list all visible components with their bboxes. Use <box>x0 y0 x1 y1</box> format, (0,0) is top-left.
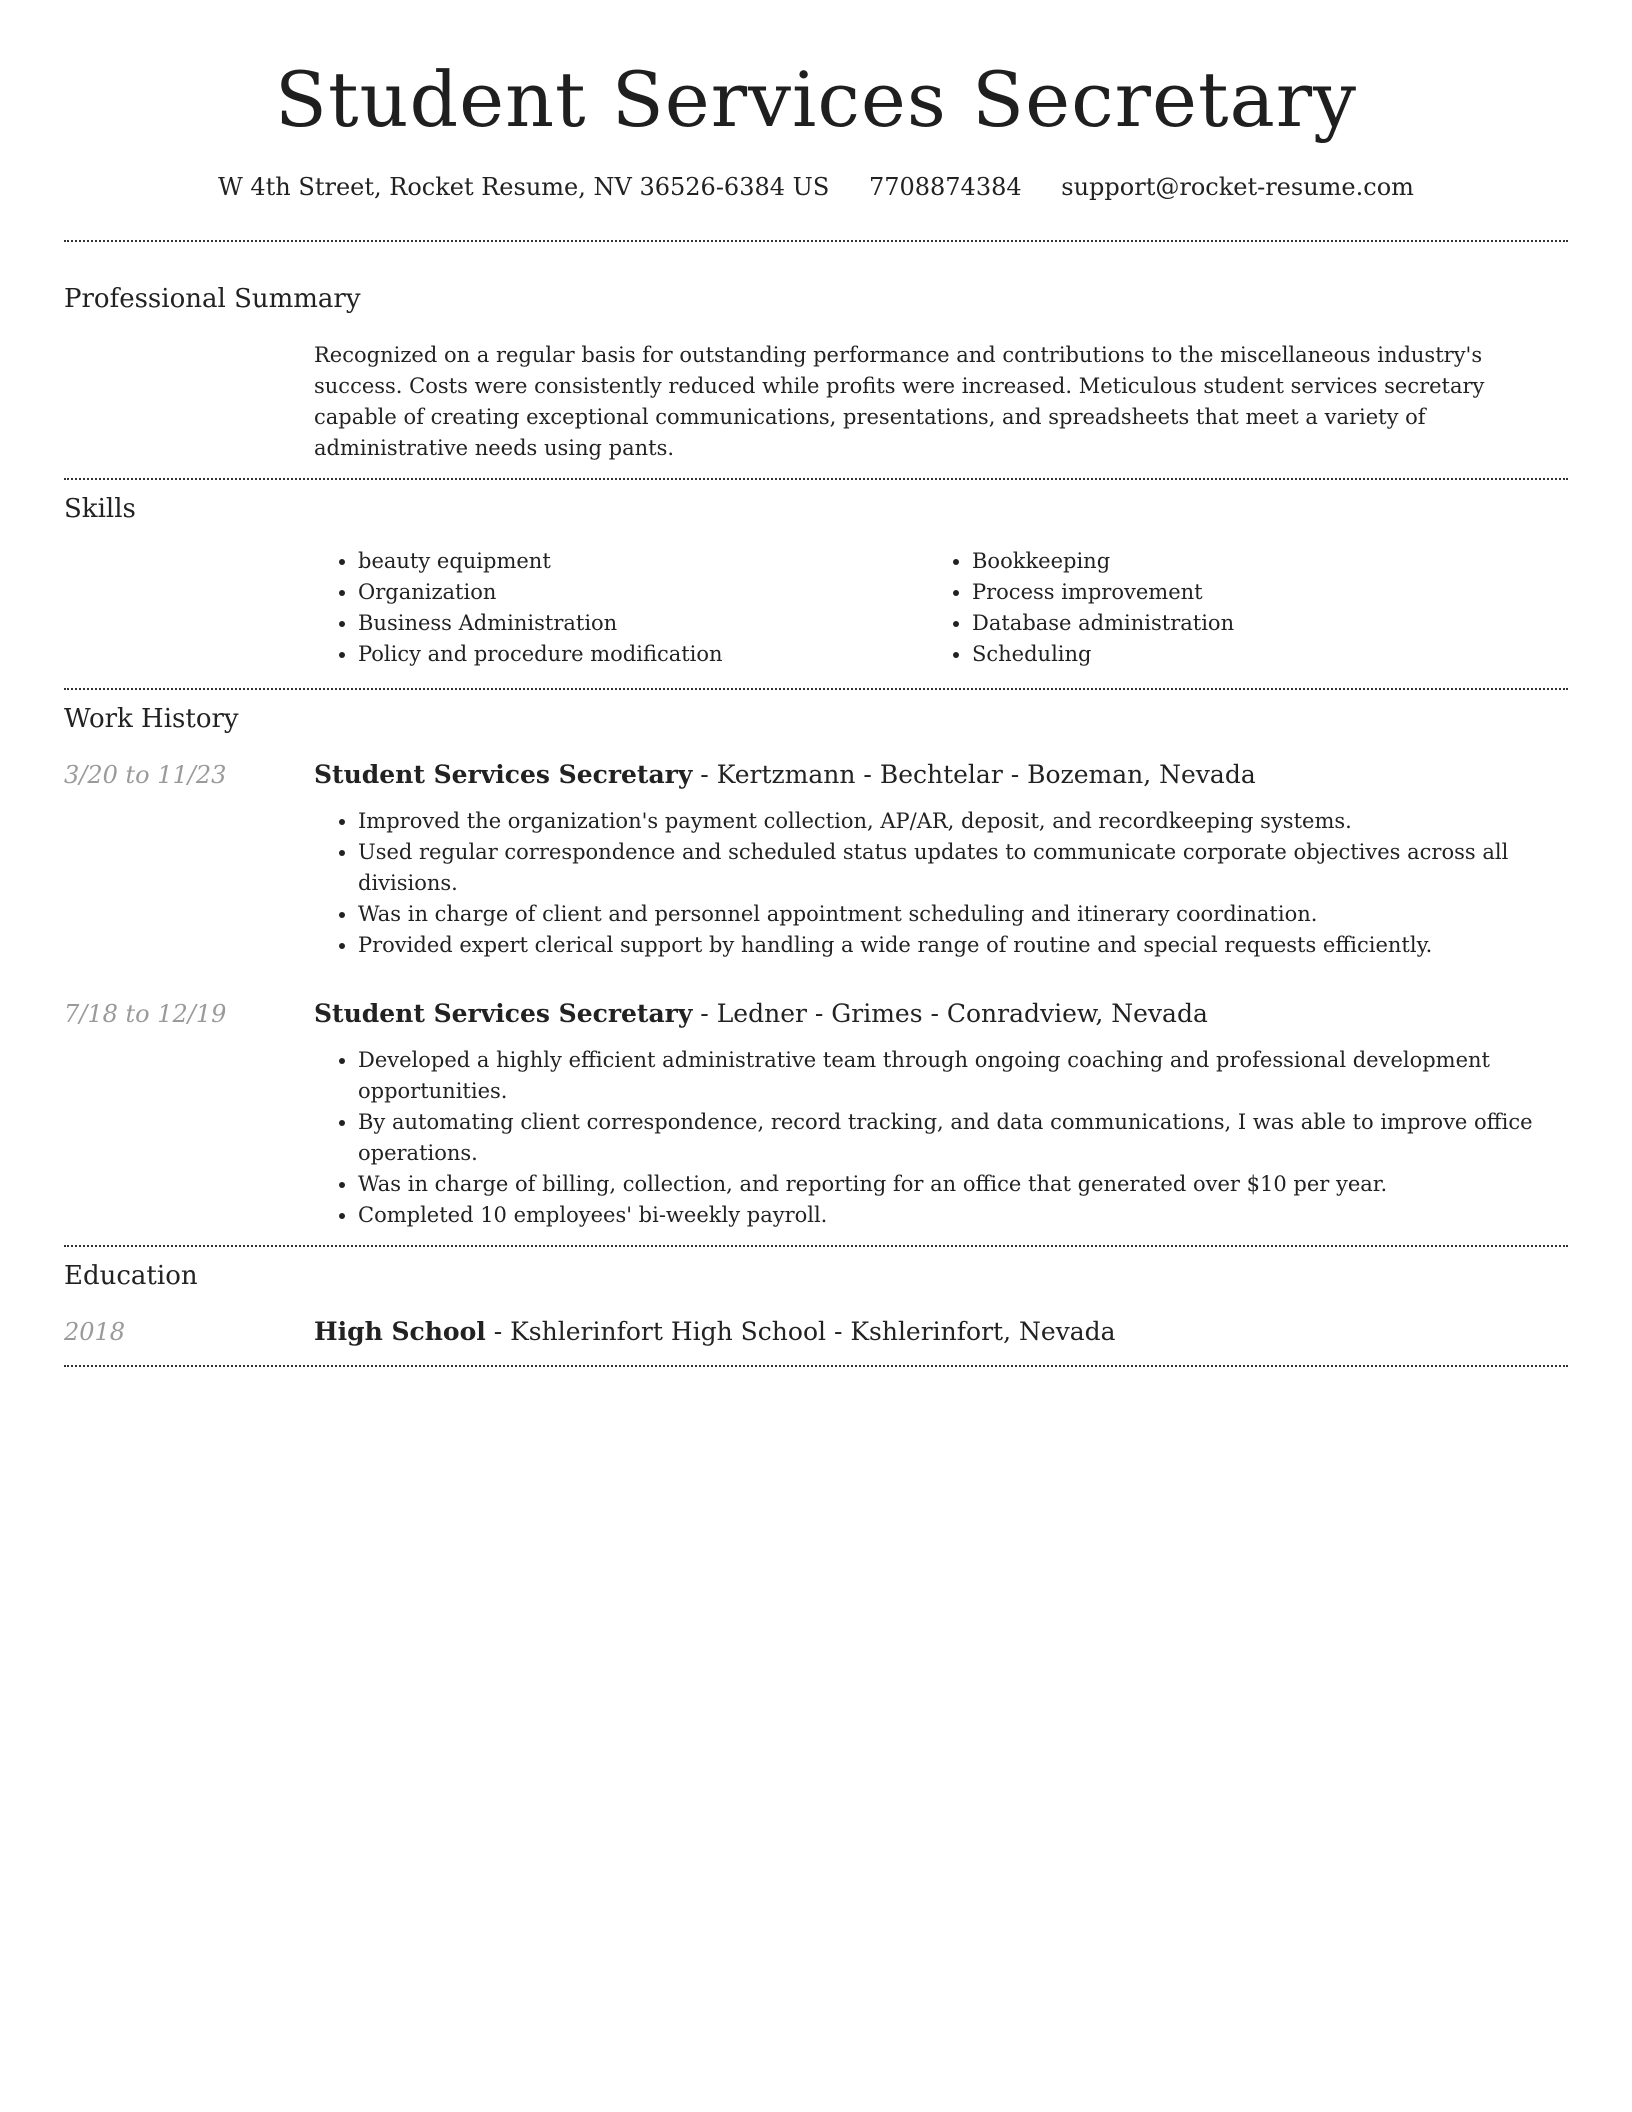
job-title: Student Services Secretary <box>314 999 693 1028</box>
education-school: - Kshlerinfort High School - Kshlerinfort, Nevada <box>485 1317 1116 1346</box>
skill-item: • Bookkeeping <box>972 546 1542 577</box>
resume-name: Student Services Secretary <box>274 55 1358 144</box>
contact-line <box>64 170 1568 204</box>
skill-item: • Organization <box>358 577 928 608</box>
skill-item: • Process improvement <box>972 577 1542 608</box>
job-entry <box>64 758 1568 961</box>
education-entry <box>64 1315 1568 1365</box>
skill-item: • Scheduling <box>972 639 1542 670</box>
divider <box>64 478 1568 480</box>
divider <box>64 688 1568 690</box>
job-entry <box>64 997 1568 1245</box>
job-header <box>314 997 1568 1031</box>
job-date: 7/18 to 12/19 <box>64 1000 227 1028</box>
contact-phone: 7708874384 <box>868 173 1022 201</box>
job-employer: - Kertzmann - Bechtelar - Bozeman, Nevada <box>692 760 1256 789</box>
job-date: 3/20 to 11/23 <box>64 761 227 789</box>
education-heading: Education <box>64 1261 198 1291</box>
skill-item: • Policy and procedure modification <box>358 639 928 670</box>
job-bullets <box>314 806 1568 961</box>
summary-text: Recognized on a regular basis for outstanding performance and contributions to the miscellaneous industry's success. Costs were consistently reduced while profits were increased. Meticulous student services secretary capable of creating exceptional communications, presentations, and spreadsheets that meet a variety of administrative needs using pants. <box>314 343 1485 460</box>
job-bullets <box>314 1045 1568 1231</box>
work-history-heading: Work History <box>64 704 239 734</box>
job-employer: - Ledner - Grimes - Conradview, Nevada <box>692 999 1208 1028</box>
contact-email: support@rocket-resume.com <box>1061 173 1414 201</box>
education-date: 2018 <box>64 1318 126 1346</box>
skill-item: • Database administration <box>972 608 1542 639</box>
skills-heading: Skills <box>64 494 136 524</box>
job-bullet: • By automating client correspondence, record tracking, and data communications, I was able to improve office operations. <box>358 1107 1568 1169</box>
contact-address: W 4th Street, Rocket Resume, NV 36526-6384 US <box>218 173 830 201</box>
skills-list <box>314 546 1568 688</box>
education-header <box>314 1315 1568 1349</box>
job-header <box>314 758 1568 792</box>
job-bullet: • Was in charge of client and personnel appointment scheduling and itinerary coordination. <box>358 899 1568 930</box>
job-title: Student Services Secretary <box>314 760 693 789</box>
job-bullet: • Was in charge of billing, collection, and reporting for an office that generated over $10 per year. <box>358 1169 1568 1200</box>
divider <box>64 240 1568 242</box>
job-bullet: • Improved the organization's payment collection, AP/AR, deposit, and recordkeeping systems. <box>358 806 1568 837</box>
skills-column-1 <box>314 546 928 670</box>
skills-column-2 <box>928 546 1542 670</box>
divider <box>64 1245 1568 1247</box>
divider <box>64 1365 1568 1367</box>
education-degree: High School <box>314 1317 486 1346</box>
job-bullet: • Completed 10 employees' bi-weekly payroll. <box>358 1200 1568 1231</box>
job-bullet: • Provided expert clerical support by handling a wide range of routine and special requests efficiently. <box>358 930 1568 961</box>
job-bullet: • Used regular correspondence and scheduled status updates to communicate corporate objectives across all divisions. <box>358 837 1568 899</box>
skill-item: • beauty equipment <box>358 546 928 577</box>
job-bullet: • Developed a highly efficient administrative team through ongoing coaching and professional development opportunities. <box>358 1045 1568 1107</box>
skill-item: • Business Administration <box>358 608 928 639</box>
summary-heading: Professional Summary <box>64 284 361 314</box>
resume-page <box>64 0 1568 1367</box>
